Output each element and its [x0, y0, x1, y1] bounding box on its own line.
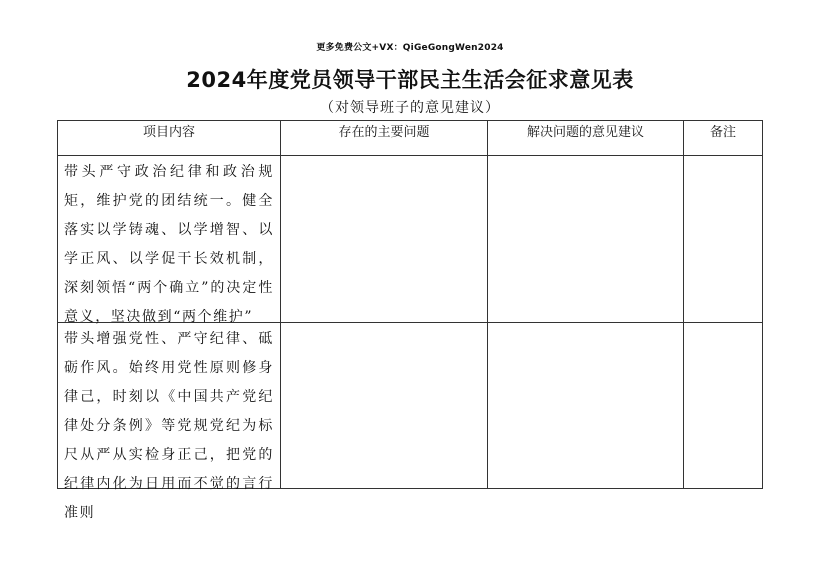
remarks-cell[interactable] — [684, 323, 763, 489]
item-cell — [58, 323, 281, 521]
page-title: 2024年度党员领导干部民主生活会征求意见表 — [186, 68, 634, 92]
problems-cell[interactable] — [281, 323, 488, 489]
suggestions-cell[interactable] — [488, 156, 684, 323]
suggestions-cell[interactable] — [488, 323, 684, 489]
column-header-suggestions: 解决问题的意见建议 — [488, 121, 684, 156]
table-row — [58, 156, 763, 323]
page-subtitle: （对领导班子的意见建议） — [320, 100, 500, 116]
table-row — [58, 323, 763, 489]
table-header-row — [58, 121, 763, 156]
item-cell — [58, 156, 281, 323]
header-note: 更多免费公文+VX：QiGeGongWen2024 — [316, 43, 504, 53]
column-header-problems: 存在的主要问题 — [281, 121, 488, 156]
column-header-remarks: 备注 — [684, 121, 763, 156]
opinion-table — [57, 120, 763, 521]
item-text: 带头增强党性、严守纪律、砥砺作风。始终用党性原则修身律己，时刻以《中国共产党纪律处分条例》等党规党纪为标尺从严从实检身正己，把党的纪律内化为日用而不觉的言行准则 — [64, 331, 274, 521]
item-text: 带头严守政治纪律和政治规矩，维护党的团结统一。健全落实以学铸魂、以学增智、以学正风、以学促干长效机制，深刻领悟“两个确立”的决定性意义，坚决做到“两个维护” — [64, 164, 274, 325]
remarks-cell[interactable] — [684, 156, 763, 323]
column-header-item: 项目内容 — [58, 121, 281, 156]
problems-cell[interactable] — [281, 156, 488, 323]
